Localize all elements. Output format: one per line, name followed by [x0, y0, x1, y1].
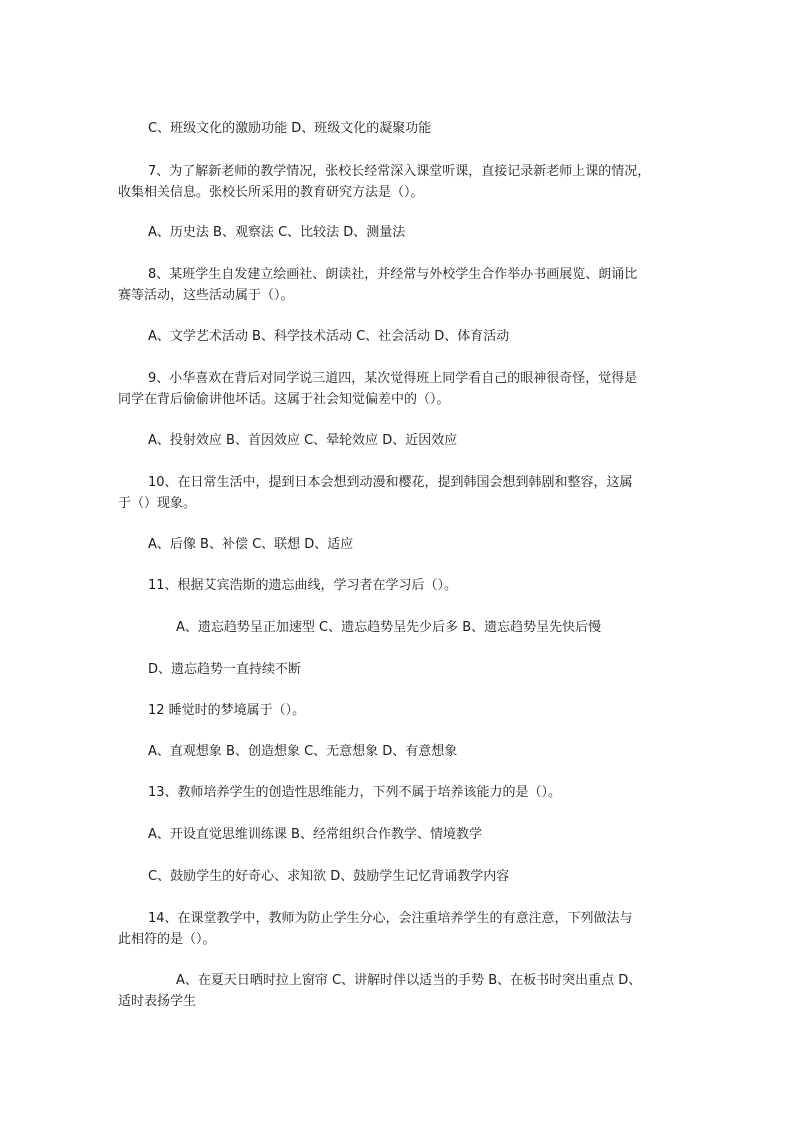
q14-stem-line2: 此相符的是（）。	[118, 932, 216, 947]
q13-stem: 13、教师培养学生的创造性思维能力，下列不属于培养该能力的是（）。	[148, 785, 562, 800]
q10-stem-line1: 10、在日常生活中，提到日本会想到动漫和樱花，提到韩国会想到韩剧和整容，这属	[148, 475, 633, 490]
q12-options: A、直观想象 B、创造想象 C、无意想象 D、有意想象	[148, 744, 458, 759]
q10-options: A、后像 B、补偿 C、联想 D、适应	[148, 537, 354, 552]
q13-options-cd: C、鼓励学生的好奇心、求知欲 D、鼓励学生记忆背诵教学内容	[148, 869, 510, 884]
q13-options-ab: A、开设直觉思维训练课 B、经常组织合作教学、情境教学	[148, 827, 482, 842]
q14-options-line1: A、在夏天日晒时拉上窗帘 C、讲解时伴以适当的手势 B、在板书时突出重点 D、	[176, 973, 642, 988]
q9-options: A、投射效应 B、首因效应 C、晕轮效应 D、近因效应	[148, 433, 458, 448]
q14-stem-line1: 14、在课堂教学中，教师为防止学生分心，会注重培养学生的有意注意，下列做法与	[148, 911, 633, 926]
q9-stem-line2: 同学在背后偷偷讲他坏话。这属于社会知觉偏差中的（）。	[118, 392, 450, 407]
q12-stem: 12 睡觉时的梦境属于（）。	[148, 703, 306, 718]
q11-options-line1: A、遗忘趋势呈正加速型 C、遗忘趋势呈先少后多 B、遗忘趋势呈先快后慢	[176, 620, 602, 635]
q11-options-line2: D、遗忘趋势一直持续不断	[148, 662, 302, 677]
q7-stem-line1: 7、为了解新老师的教学情况，张校长经常深入课堂听课，直接记录新老师上课的情况，	[148, 164, 651, 179]
q8-stem-line2: 赛等活动，这些活动属于（）。	[118, 288, 294, 303]
q9-stem-line1: 9、小华喜欢在背后对同学说三道四，某次觉得班上同学看自己的眼神很奇怪，觉得是	[148, 371, 638, 386]
q7-options: A、历史法 B、观察法 C、比较法 D、测量法	[148, 225, 406, 240]
q7-stem-line2: 收集相关信息。张校长所采用的教育研究方法是（）。	[118, 185, 424, 200]
q8-stem-line1: 8、某班学生自发建立绘画社、朗读社，并经常与外校学生合作举办书画展览、朗诵比	[148, 267, 638, 282]
q10-stem-line2: 于（）现象。	[118, 496, 197, 511]
q11-stem: 11、根据艾宾浩斯的遗忘曲线，学习者在学习后（）。	[148, 578, 458, 593]
q14-options-line2: 适时表扬学生	[118, 994, 197, 1009]
q8-options: A、文学艺术活动 B、科学技术活动 C、社会活动 D、体育活动	[148, 329, 510, 344]
q6-options-cd: C、班级文化的激励功能 D、班级文化的凝聚功能	[148, 121, 432, 136]
